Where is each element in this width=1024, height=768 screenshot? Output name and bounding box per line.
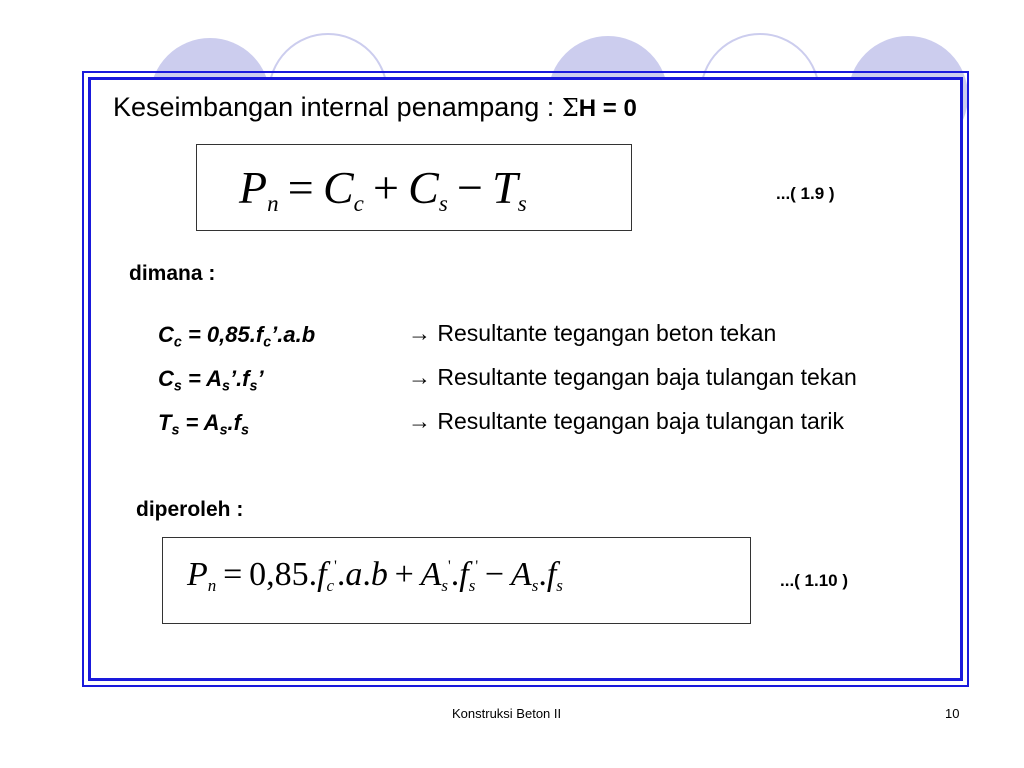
equation-1-number: ...( 1.9 ) bbox=[776, 184, 835, 203]
definition-ts: $T_s = A_s.f_s$ bbox=[158, 410, 249, 439]
title-bold: H = 0 bbox=[578, 95, 637, 122]
footer-course: Konstruksi Beton II bbox=[452, 706, 562, 721]
footer-page-number: 10 bbox=[945, 706, 960, 721]
definition-ts-desc: → Resultante tegangan baja tulangan tarik bbox=[408, 408, 845, 434]
title-text: Keseimbangan internal penampang : bbox=[113, 92, 562, 122]
equation-2-number: ...( 1.10 ) bbox=[780, 571, 849, 590]
diperoleh-label: diperoleh : bbox=[136, 498, 244, 521]
sigma-symbol: Σ bbox=[561, 94, 579, 122]
equation-2-box: $P_n = 0,85.f_c'.a.b + A_s'.f_s' - A_s.f_s$ bbox=[162, 537, 751, 624]
equation-1-box: $P_n = C_c + C_s - T_s$ bbox=[196, 144, 632, 231]
definition-cs: $C_s$ = $A_s’.f_s$’ bbox=[158, 366, 264, 395]
slide-title bbox=[113, 92, 637, 123]
definition-cs-desc: → Resultante tegangan baja tulangan tekan bbox=[408, 364, 857, 390]
definition-cc-desc: → Resultante tegangan beton tekan bbox=[408, 320, 777, 346]
definition-cc: $C_c$ = $0,85.f_c’.a.b$ bbox=[158, 322, 316, 351]
dimana-label: dimana : bbox=[129, 262, 216, 285]
